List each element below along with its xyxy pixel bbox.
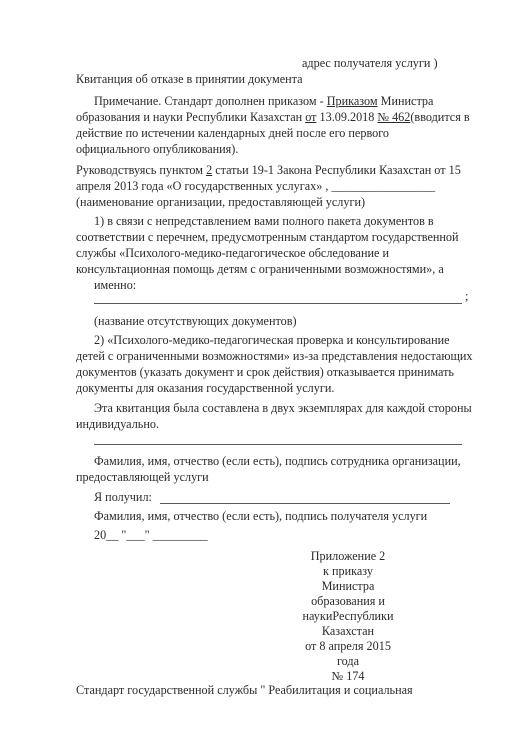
note-text: Министра [377,94,434,108]
note-line-3: действие по истечении календарных дней после его первого [76,126,389,140]
organization-caption: (наименование организации, предоставляющей услуги) [76,195,366,209]
note-line-1 [94,94,433,109]
note-line-4: официального опубликования). [76,142,239,156]
guided-line-2: апреля 2013 года «О государственных услугах» , _________________ [76,179,436,193]
received-signature-line [160,503,450,504]
note-text: (вводится в [410,110,470,124]
item1-line-5: именно: [94,278,137,292]
item1-line-1: 1) в связи с непредставлением вами полного пакета документов в [94,214,434,228]
appendix-line-9: № 174 [331,669,365,683]
clause-link[interactable]: 2 [206,163,213,177]
item2-line-2: детей с ограниченными возможностями» из-за представления недостающих [76,349,473,363]
appendix-line-5: наукиРеспублики [302,609,394,623]
staff-signature-caption-1: Фамилия, имя, отчество (если есть), подпись сотрудника организации, [94,454,461,468]
note-text: Примечание. Стандарт дополнен приказом - [94,94,327,108]
appendix-block [272,549,424,684]
item1-line-4: консультационная помощь детям с ограниченными возможностями», а [76,262,444,276]
order-number-link[interactable]: № 462 [377,110,411,124]
received-label: Я получил: [94,490,152,504]
note-text: 13.09.2018 [316,110,378,124]
appendix-line-6: Казахстан [321,624,375,638]
item2-line-4: документы для оказания государственной услуги. [76,381,335,395]
missing-documents-line [94,303,462,304]
note-line-2 [76,110,470,125]
semicolon: ; [465,289,469,303]
item2-line-3: документов (указать документ и срок действия) отказывается принимать [76,365,454,379]
item2-line-1: 2) «Психолого-медико-педагогическая проверка и консультирование [94,333,450,347]
order-date-link[interactable]: от [305,110,317,124]
address-line: адрес получателя услуги ) [302,56,438,70]
guided-line-1 [76,163,461,178]
item1-line-2: соответствии с перечнем, предусмотренным стандартом государственной [76,230,459,244]
date-line: 20__ "___" _________ [94,528,208,542]
staff-signature-caption-2: предоставляющей услуги [76,470,209,484]
staff-signature-line [94,444,462,445]
recipient-signature-caption: Фамилия, имя, отчество (если есть), подпись получателя услуги [94,509,428,523]
guided-text: Руководствуясь пунктом [76,163,207,177]
note-text: образования и науки Республики Казахстан [76,110,306,124]
appendix-line-8: года [336,654,360,668]
appendix-line-4: образования и [311,594,385,608]
appendix-line-3: Министра [321,579,375,593]
missing-documents-caption: (название отсутствующих документов) [94,314,297,328]
appendix-line-2: к приказу [323,564,373,578]
appendix-line-1: Приложение 2 [310,549,386,563]
item1-line-3: службы «Психолого-медико-педагогическое обследование и [76,246,389,260]
standard-title: Стандарт государственной службы " Реабилитация и социальная [76,683,413,697]
copies-line-1: Эта квитанция была составлена в двух экземплярах для каждой стороны [94,401,472,415]
receipt-heading: Квитанция об отказе в принятии документа [76,72,303,86]
guided-text: статьи 19-1 Закона Республики Казахстан от 15 [212,163,461,177]
order-link[interactable]: Приказом [326,94,378,108]
copies-line-2: индивидуально. [76,417,159,431]
appendix-line-7: от 8 апреля 2015 [305,639,391,653]
